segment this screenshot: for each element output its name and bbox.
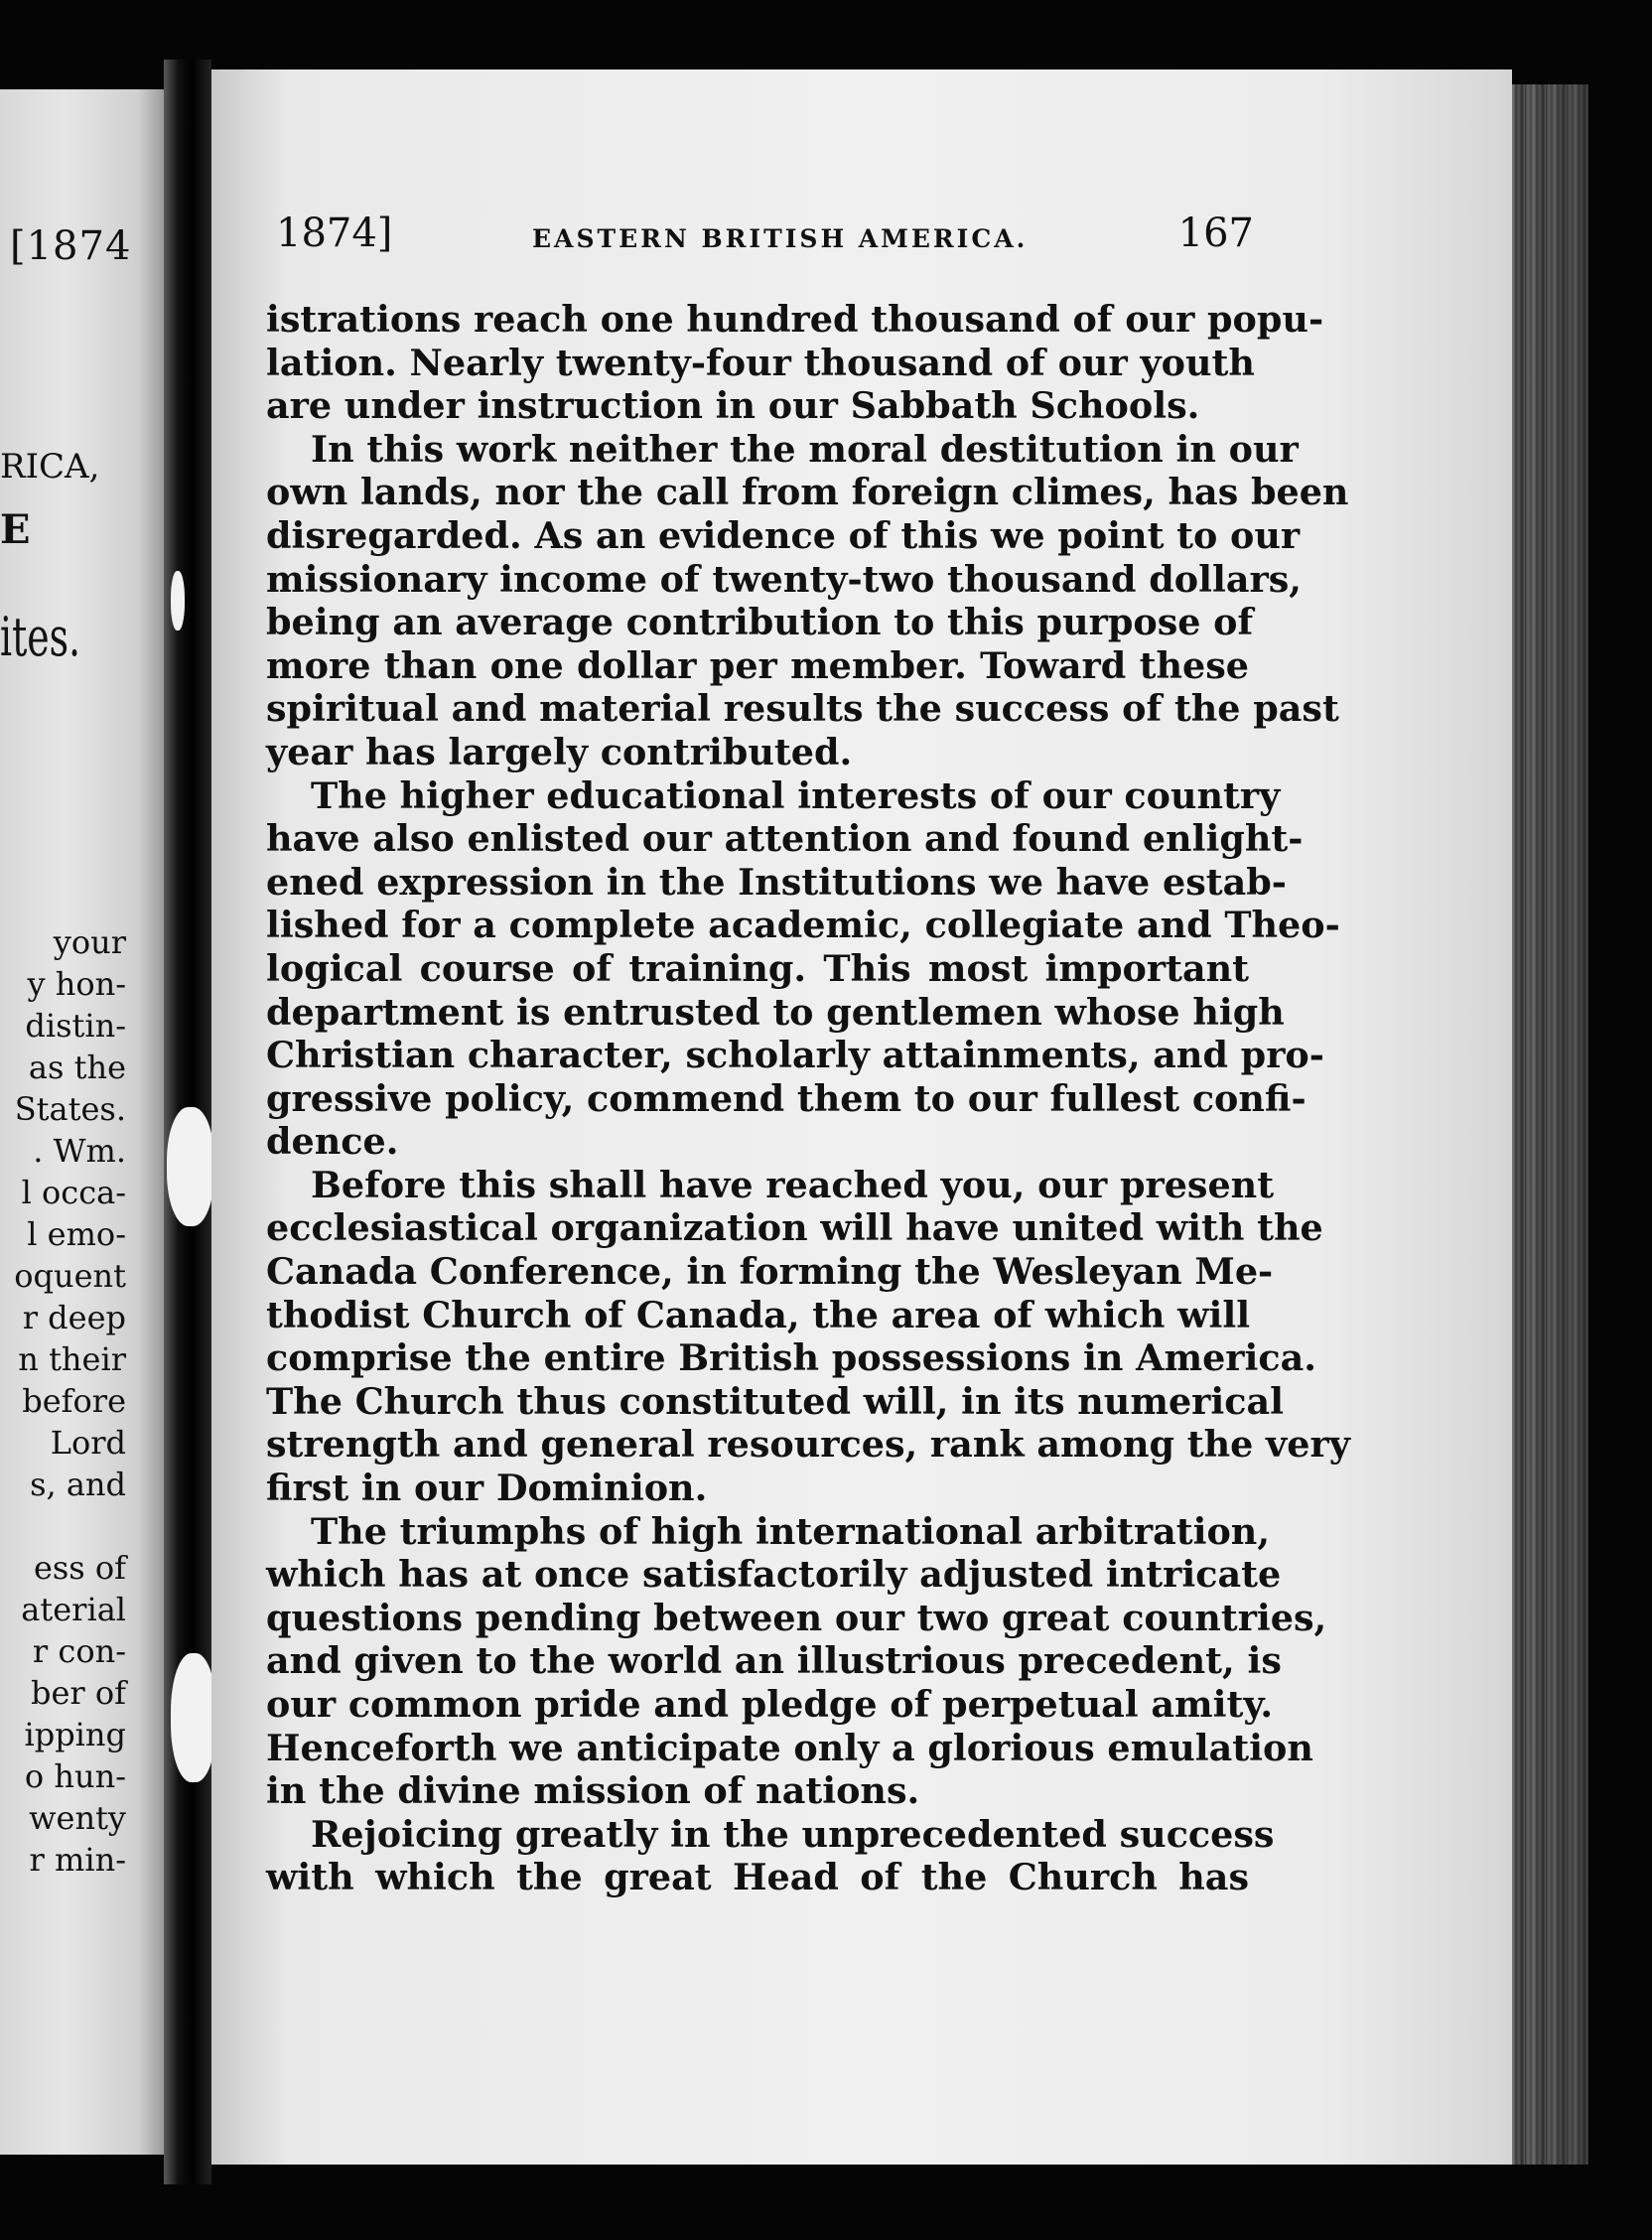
- left-page-fragment: ites.: [0, 606, 81, 668]
- text-line: are under instruction in our Sabbath Schools.: [266, 384, 1200, 428]
- text-line: Christian character, scholarly attainments, and pro-: [266, 1034, 1324, 1077]
- text-line: logical course of training. This most important: [266, 946, 1249, 990]
- left-line: your: [53, 923, 126, 961]
- text-line: lished for a complete academic, collegiate and Theo-: [266, 904, 1340, 947]
- page-damage-hole: [171, 571, 185, 630]
- left-line: Lord: [50, 1424, 126, 1462]
- text-line: thodist Church of Canada, the area of which will: [266, 1293, 1251, 1336]
- running-head-year: 1874]: [276, 210, 393, 256]
- text-line: Henceforth we anticipate only a glorious emulation: [266, 1726, 1313, 1769]
- text-line: ecclesiastical organization will have united with the: [266, 1206, 1323, 1250]
- text-line: Rejoicing greatly in the unprecedented success: [311, 1812, 1275, 1856]
- text-line: Canada Conference, in forming the Wesleyan Me-: [266, 1250, 1274, 1294]
- text-line: with which the great Head of the Church has: [266, 1856, 1249, 1899]
- text-line: our common pride and pledge of perpetual amity.: [266, 1683, 1274, 1726]
- text-line: and given to the world an illustrious precedent, is: [266, 1639, 1282, 1683]
- left-page-header: [1874: [10, 223, 132, 269]
- text-line: first in our Dominion.: [266, 1467, 708, 1510]
- left-line: . Wm.: [33, 1132, 126, 1170]
- text-line: being an average contribution to this purpose of: [266, 601, 1254, 644]
- left-line: s, and: [30, 1466, 126, 1503]
- left-line: r deep: [22, 1299, 126, 1336]
- left-page-fragment: RICA,: [0, 447, 100, 487]
- left-line: n their: [18, 1340, 126, 1378]
- body-text: [266, 298, 1350, 1899]
- left-facing-page: [0, 89, 164, 2155]
- text-line: The Church thus constituted will, in its numerical: [266, 1379, 1285, 1423]
- text-line: more than one dollar per member. Toward these: [266, 643, 1249, 687]
- left-line: before: [22, 1382, 126, 1420]
- text-line: lation. Nearly twenty-four thousand of our youth: [266, 341, 1255, 384]
- left-line: y hon-: [27, 965, 126, 1003]
- left-line: ess of: [33, 1549, 126, 1587]
- left-line: aterial: [21, 1591, 126, 1628]
- text-line: missionary income of twenty-two thousand dollars,: [266, 557, 1302, 601]
- text-line: department is entrusted to gentlemen whose high: [266, 990, 1285, 1034]
- left-line: wenty: [29, 1799, 126, 1837]
- left-line: o hun-: [24, 1757, 126, 1795]
- left-line: r con-: [32, 1632, 126, 1670]
- text-line: year has largely contributed.: [266, 730, 853, 773]
- text-line: Before this shall have reached you, our present: [311, 1163, 1275, 1206]
- running-head: [276, 210, 1254, 260]
- text-line: strength and general resources, rank among the very: [266, 1423, 1350, 1467]
- text-line: have also enlisted our attention and found enlight-: [266, 817, 1304, 861]
- left-line: oquent: [14, 1257, 126, 1295]
- text-line: dence.: [266, 1120, 399, 1164]
- text-line: istrations reach one hundred thousand of our popu-: [266, 298, 1324, 341]
- left-line: distin-: [25, 1007, 126, 1045]
- left-page-line-ends: [14, 921, 126, 1881]
- left-line: l emo-: [27, 1215, 126, 1253]
- text-line: questions pending between our two great countries,: [266, 1596, 1327, 1639]
- left-line: as the: [28, 1049, 126, 1086]
- text-line: comprise the entire British possessions in America.: [266, 1336, 1316, 1380]
- text-line: The higher educational interests of our country: [311, 773, 1281, 817]
- text-line: own lands, nor the call from foreign climes, has been: [266, 471, 1349, 514]
- page-damage-hole: [171, 1653, 216, 1782]
- left-line: r min-: [29, 1841, 126, 1879]
- text-line: gressive policy, commend them to our fullest confi-: [266, 1076, 1307, 1120]
- page-number: 167: [1177, 210, 1254, 256]
- text-line: in the divine mission of nations.: [266, 1769, 920, 1813]
- text-line: which has at once satisfactorily adjusted intricate: [266, 1553, 1282, 1597]
- left-line: ipping: [24, 1716, 126, 1753]
- text-line: spiritual and material results the success of the past: [266, 687, 1339, 731]
- left-line: ber of: [31, 1674, 126, 1712]
- text-line: disregarded. As an evidence of this we point to our: [266, 513, 1301, 557]
- running-head-title: EASTERN BRITISH AMERICA.: [532, 224, 1029, 253]
- left-page-fragment: E: [0, 506, 31, 553]
- page-damage-hole: [167, 1107, 214, 1226]
- left-line: States.: [14, 1090, 126, 1128]
- left-line-gap: [14, 1505, 126, 1547]
- left-line: l occa-: [21, 1174, 126, 1211]
- text-line: The triumphs of high international arbitration,: [311, 1509, 1271, 1553]
- text-line: In this work neither the moral destitution in our: [311, 427, 1299, 471]
- text-line: ened expression in the Institutions we have estab-: [266, 860, 1287, 904]
